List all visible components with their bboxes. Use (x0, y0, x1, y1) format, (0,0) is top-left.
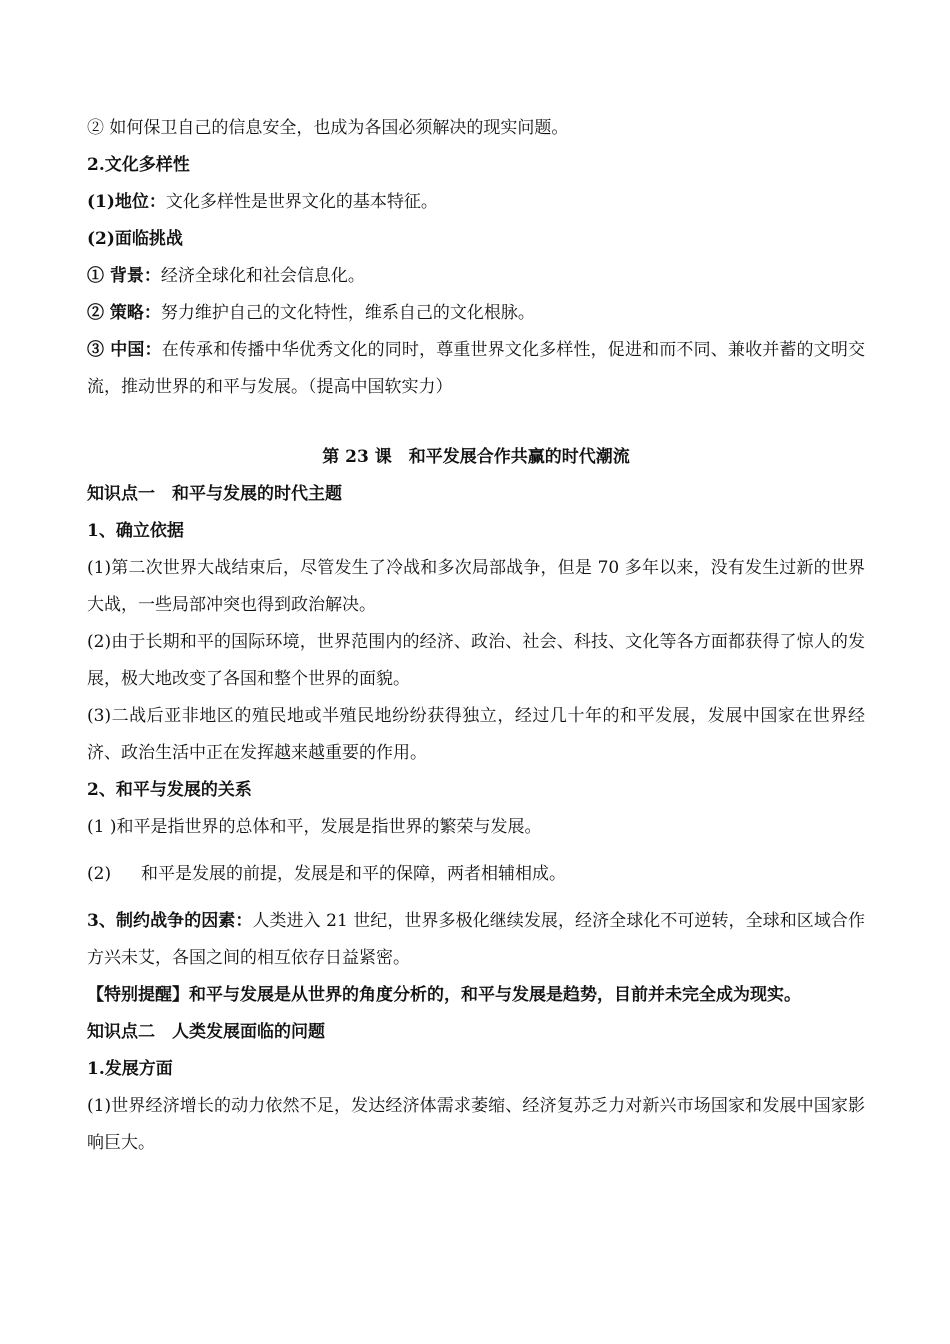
special-reminder: 【特别提醒】和平与发展是从世界的角度分析的，和平与发展是趋势，目前并未完全成为现实。 (87, 985, 801, 1005)
info-security-item: ② 如何保卫自己的信息安全，也成为各国必须解决的现实问题。 (87, 118, 569, 138)
lesson-title: 第 23 课 和平发展合作共赢的时代潮流 (322, 447, 630, 467)
document-page (87, 110, 865, 1162)
position-text: 文化多样性是世界文化的基本特征。 (165, 192, 438, 212)
culture-position (87, 184, 865, 221)
basis-item-1: (1)第二次世界大战结束后，尽管发生了冷战和多次局部战争，但是 70 多年以来，没有发生过新的世界大战，一些局部冲突也得到政治解决。 (87, 558, 865, 615)
china-label: ③ 中国： (87, 340, 162, 360)
relation-item-2 (87, 856, 865, 893)
relation-heading: 2、和平与发展的关系 (87, 780, 252, 800)
challenges-heading: (2)面临挑战 (87, 229, 183, 249)
relation-item-2-text: 和平是发展的前提，发展是和平的保障，两者相辅相成。 (141, 864, 566, 884)
china-text: 在传承和传播中华优秀文化的同时，尊重世界文化多样性，促进和而不同、兼收并蓄的文明交流，推动世界的和平与发展。（提高中国软实力） (87, 340, 866, 397)
knowledge-point-2-title: 知识点二 人类发展面临的问题 (87, 1022, 325, 1042)
challenge-china (87, 332, 865, 406)
challenge-strategy (87, 295, 865, 332)
war-constraint-factors (87, 903, 865, 977)
factors-label: 3、制约战争的因素： (87, 911, 253, 931)
background-text: 经济全球化和社会信息化。 (160, 266, 365, 286)
position-label: (1)地位： (87, 192, 166, 212)
challenge-background (87, 258, 865, 295)
culture-diversity-heading: 2.文化多样性 (87, 155, 190, 175)
strategy-label: ② 策略： (87, 303, 161, 323)
strategy-text: 努力维护自己的文化特性，维系自己的文化根脉。 (160, 303, 535, 323)
development-heading: 1.发展方面 (87, 1059, 173, 1079)
development-item-1: (1)世界经济增长的动力依然不足，发达经济体需求萎缩、经济复苏乏力对新兴市场国家和发展中国家影响巨大。 (87, 1096, 865, 1153)
relation-item-1: (1 )和平是指世界的总体和平，发展是指世界的繁荣与发展。 (87, 817, 542, 837)
background-label: ① 背景： (87, 266, 161, 286)
basis-item-3: (3)二战后亚非地区的殖民地或半殖民地纷纷获得独立，经过几十年的和平发展，发展中国家在世界经济、政治生活中正在发挥越来越重要的作用。 (87, 706, 865, 763)
factors-text: 人类进入 21 世纪，世界多极化继续发展，经济全球化不可逆转，全球和区域合作方兴未艾，各国之间的相互依存日益紧密。 (87, 911, 865, 968)
relation-item-2-number: (2) (87, 864, 112, 884)
basis-item-2: (2)由于长期和平的国际环境，世界范围内的经济、政治、社会、科技、文化等各方面都获得了惊人的发展，极大地改变了各国和整个世界的面貌。 (87, 632, 865, 689)
basis-heading: 1、确立依据 (87, 521, 184, 541)
knowledge-point-1-title: 知识点一 和平与发展的时代主题 (87, 484, 342, 504)
